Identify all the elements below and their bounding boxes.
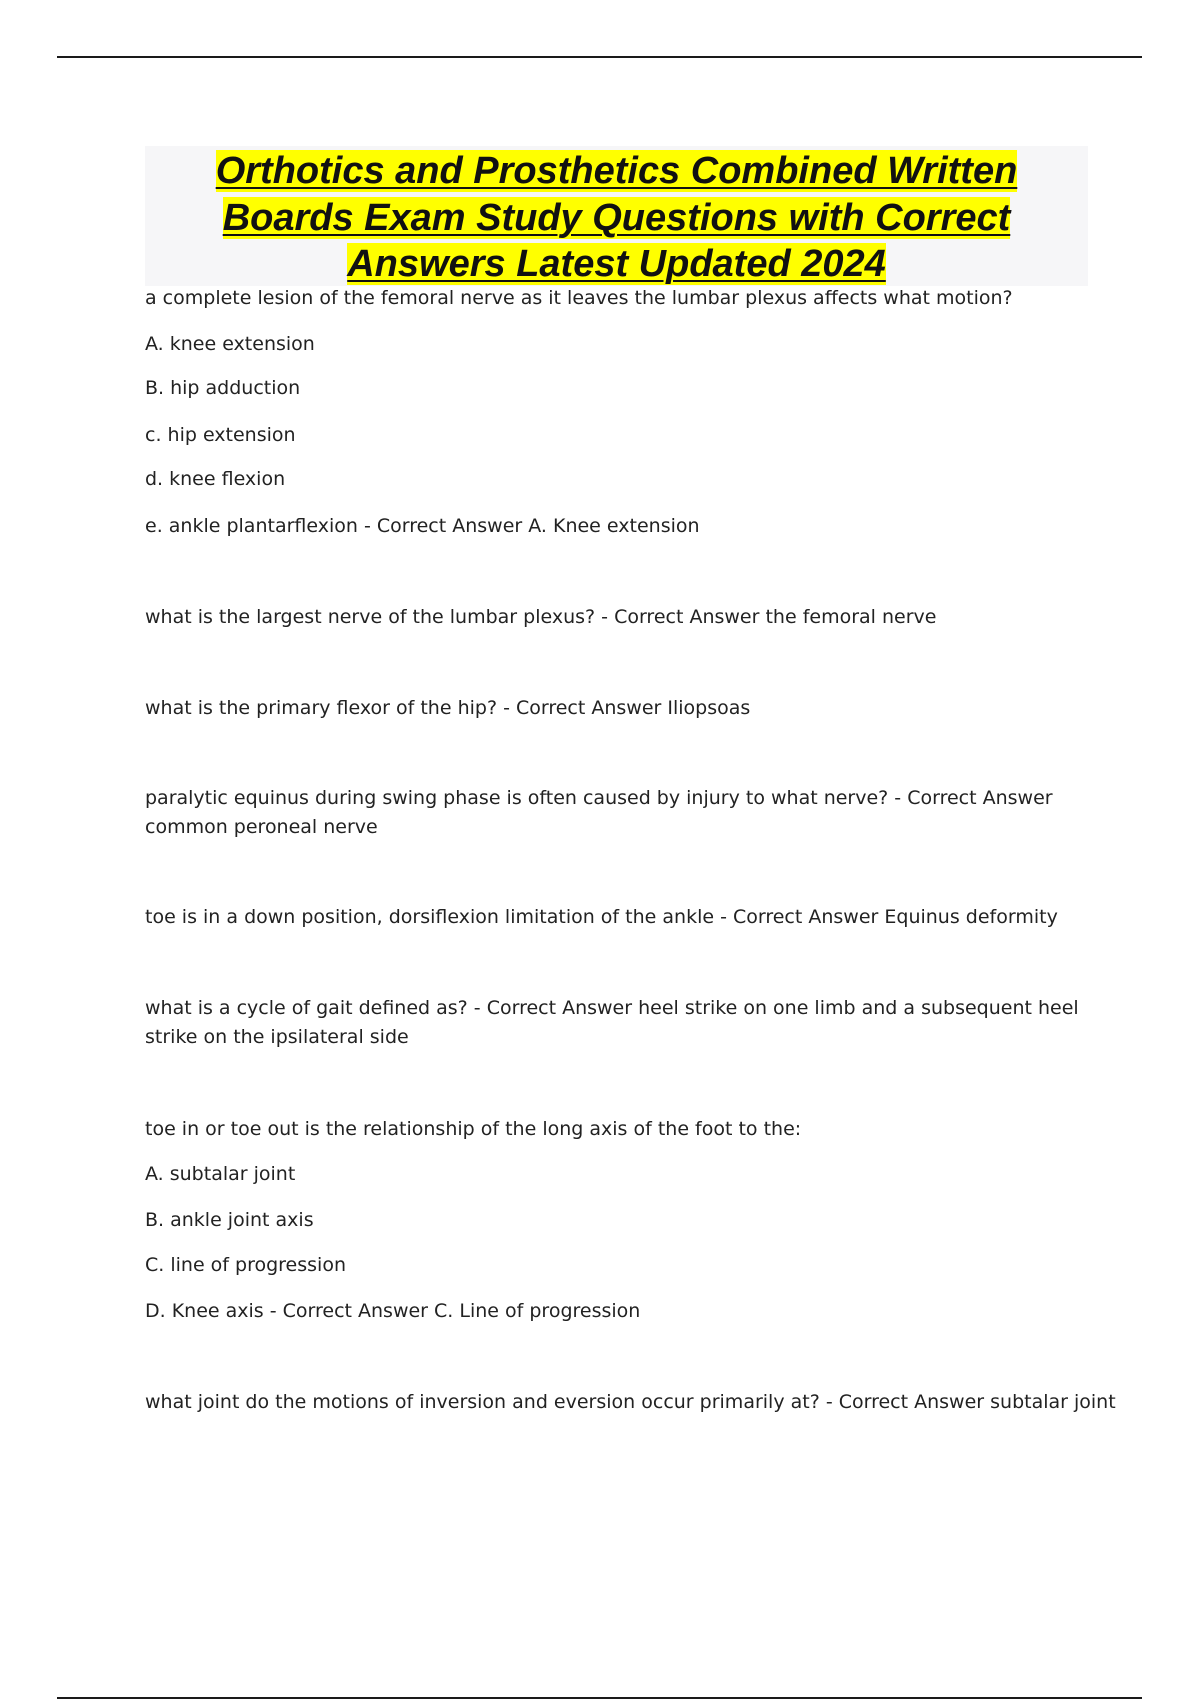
title-block — [145, 146, 1088, 286]
q1-option-e-answer: e. ankle plantarflexion - Correct Answer A. Knee extension — [145, 515, 700, 537]
q7-option-b: B. ankle joint axis — [145, 1209, 314, 1231]
question-1: a complete lesion of the femoral nerve as it leaves the lumbar plexus affects what motion? — [145, 287, 1013, 309]
q7-option-d-answer: D. Knee axis - Correct Answer C. Line of progression — [145, 1300, 641, 1322]
question-4: paralytic equinus during swing phase is often caused by injury to what nerve? - Correct Answer common peroneal nerve — [145, 787, 1053, 838]
question-7: toe in or toe out is the relationship of the long axis of the foot to the: — [145, 1118, 802, 1140]
question-3: what is the primary flexor of the hip? - Correct Answer Iliopsoas — [145, 697, 751, 719]
q1-option-b: B. hip adduction — [145, 377, 301, 399]
question-2: what is the largest nerve of the lumbar plexus? - Correct Answer the femoral nerve — [145, 606, 937, 628]
document-title-text: Orthotics and Prosthetics Combined Written Boards Exam Study Questions with Correct Answers Latest Updated 2024 — [215, 150, 1018, 285]
q1-option-d: d. knee flexion — [145, 468, 286, 490]
document-title — [145, 146, 1088, 288]
q7-option-a: A. subtalar joint — [145, 1163, 296, 1185]
header-rule — [57, 56, 1142, 58]
q1-option-a: A. knee extension — [145, 333, 315, 355]
question-5: toe is in a down position, dorsiflexion limitation of the ankle - Correct Answer Equinus deformity — [145, 906, 1058, 928]
footer-rule — [57, 1697, 1142, 1699]
q1-option-c: c. hip extension — [145, 424, 296, 446]
q7-option-c: C. line of progression — [145, 1254, 346, 1276]
question-6: what is a cycle of gait defined as? - Correct Answer heel strike on one limb and a subsequent heel strike on the ipsilateral side — [145, 997, 1079, 1048]
question-8: what joint do the motions of inversion and eversion occur primarily at? - Correct Answer subtalar joint — [145, 1391, 1116, 1413]
